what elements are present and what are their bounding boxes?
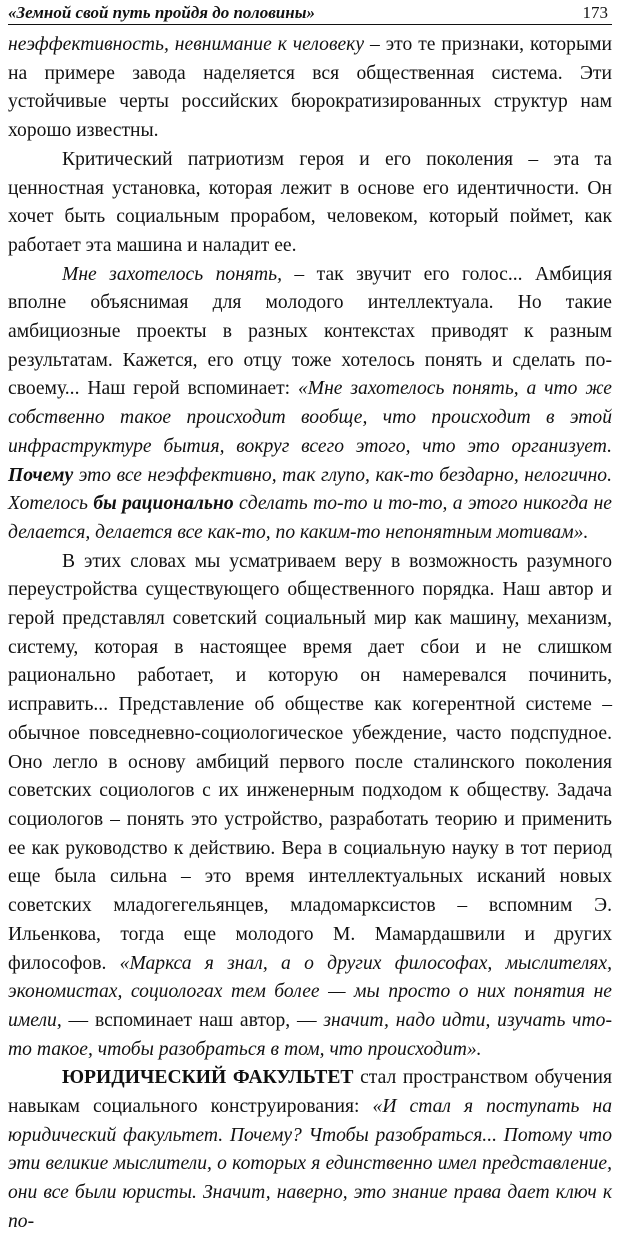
text-run: «Мне захотелось понять, а что же собственно такое происходит вообще, что происходит в этой инфраструктуре бытия, вокруг всего этого, что это организует.: [8, 378, 612, 457]
text-run: сделать то-то и то-то, а этого никогда не делается, делается все как-то, по каким-то непонятным мотивам».: [8, 493, 612, 543]
text-run: это все неэффективно, так глупо, как-то бездарно, нелогично. Хотелось: [8, 464, 612, 515]
text-run: Критический патриотизм героя и его поколения – эта та ценностная установка, которая лежит в основе его идентичности. Он хочет быть социальным прорабом, человеком, который поймет, как работает эта машина и наладит ее.: [8, 148, 612, 256]
text-run: «Маркса я знал, а о других философах, мыслителях, экономистах, социологах тем более — мы просто о них понятия не имели,: [8, 952, 612, 1031]
text-run: Почему: [8, 464, 74, 486]
running-head: «Земной свой путь пройдя до половины»: [8, 3, 315, 22]
text-run: – так звучит его голос... Амбиция вполне объяснимая для молодого интеллектуала. Но такие амбициозные проекты в разных контекстах приводят к разным результатам. Кажется, его отцу тоже хотелось понять и сделать по-своему... Наш герой вспоминает:: [8, 263, 612, 400]
paragraph: [8, 31, 612, 146]
text-run: стал пространством обучения навыкам социального конструирования:: [8, 1067, 613, 1118]
text-run: ЮРИДИЧЕСКИЙ ФАКУЛЬТЕТ: [62, 1067, 354, 1089]
paragraph: [8, 1064, 612, 1236]
text-run: неэффективность, невнимание к человеку: [8, 34, 365, 55]
paragraph: [8, 261, 612, 548]
page-number: 173: [582, 3, 608, 22]
text-run: – это те признаки, которыми на примере завода наделяется вся общественная система. Эти устойчивые черты российских бюрократизированных структур нам хорошо известны.: [8, 34, 612, 142]
paragraph: [8, 548, 612, 1065]
page-body: [8, 31, 612, 1237]
text-run: значит, надо идти, изучать что-то такое, чтобы разобраться в том, что происходит».: [8, 1009, 612, 1060]
paragraph: [8, 146, 612, 261]
text-run: бы рационально: [93, 493, 234, 515]
text-run: Мне захотелось понять,: [62, 263, 282, 285]
text-run: «И стал я поступать на юридический факультет. Почему? Чтобы разобраться... Потому что эти великие мыслители, о которых я единственно имел представление, они все были юристы. Значит, наверно, это знание права дает ключ к по-: [8, 1096, 612, 1232]
text-run: — вспоминает наш автор, —: [61, 1009, 324, 1031]
page-header: [8, 0, 612, 25]
text-run: В этих словах мы усматриваем веру в возможность разумного переустройства существующего общественного порядка. Наш автор и герой представлял советский социальный мир как машину, механизм, систему, которая в настоящее время дает сбои и не слишком рационально работает, и которую он намеревался починить, исправить... Представление об обществе как когерентной системе – обычное повседневно-социологическое убеждение, часто подспудное. Оно легло в основу амбиций первого после сталинского поколения советских социологов с их инженерным подходом к обществу. Задача социологов – понять это устройство, разработать теорию и применить ее как руководство к действию. Вера в социальную науку в тот период еще была сильна – это время интеллектуальных исканий новых советских младогегельянцев, младомарксистов – вспомним Э. Ильенкова, тогда еще молодого М. Мамардашвили и других философов.: [8, 550, 612, 974]
